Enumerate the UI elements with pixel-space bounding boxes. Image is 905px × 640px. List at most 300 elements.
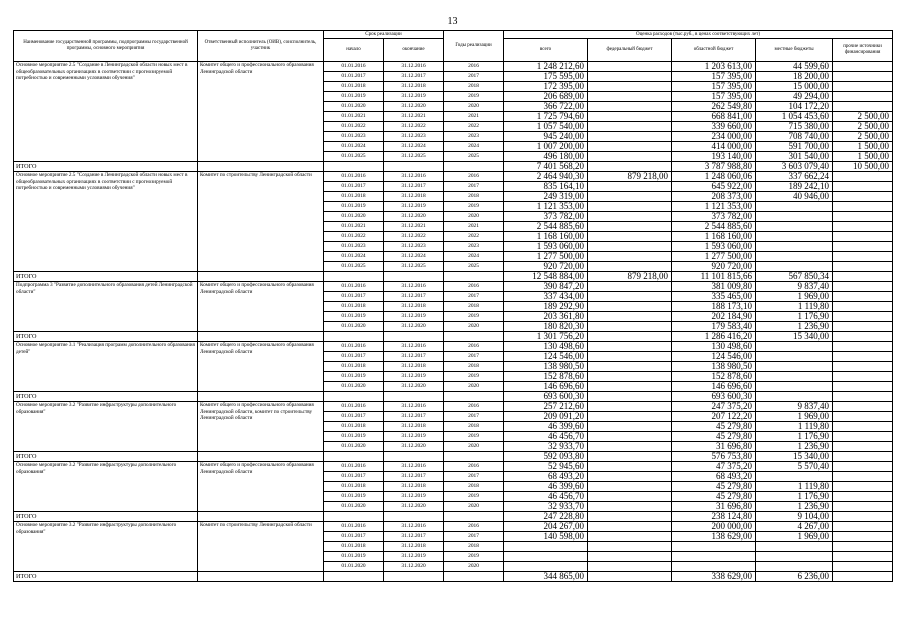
- start-date: 01.01.2020: [324, 442, 384, 452]
- federal-value: [588, 72, 672, 82]
- start-date: 01.01.2020: [324, 562, 384, 572]
- regional-value: 130 498,60: [672, 342, 756, 352]
- start-date: 01.01.2017: [324, 472, 384, 482]
- total-value: 1 121 353,00: [504, 202, 588, 212]
- year: 2021: [444, 112, 504, 122]
- start-date: 01.01.2021: [324, 222, 384, 232]
- total-sum: 592 093,80: [504, 452, 588, 462]
- other-value: [833, 302, 893, 312]
- end-date: 31.12.2016: [384, 522, 444, 532]
- total-value: 204 267,00: [504, 522, 588, 532]
- empty-cell: [444, 452, 504, 462]
- regional-value: 645 922,00: [672, 182, 756, 192]
- start-date: 01.01.2023: [324, 132, 384, 142]
- total-federal: [588, 332, 672, 342]
- start-date: 01.01.2019: [324, 432, 384, 442]
- local-value: [756, 232, 833, 242]
- total-value: 52 945,60: [504, 462, 588, 472]
- total-row: [14, 162, 893, 172]
- year: 2017: [444, 292, 504, 302]
- program-name: Основное мероприятие 3.1 "Реализация программ дополнительного образования детей": [14, 342, 198, 392]
- total-other: [833, 392, 893, 402]
- empty-cell: [198, 332, 324, 342]
- federal-value: [588, 232, 672, 242]
- empty-cell: [198, 272, 324, 282]
- year: 2019: [444, 492, 504, 502]
- start-date: 01.01.2018: [324, 192, 384, 202]
- total-value: 46 399,60: [504, 422, 588, 432]
- other-value: [833, 362, 893, 372]
- total-label: ИТОГО: [14, 392, 198, 402]
- regional-value: 262 549,80: [672, 102, 756, 112]
- total-row: [14, 512, 893, 522]
- federal-value: [588, 502, 672, 512]
- other-value: [833, 432, 893, 442]
- other-value: [833, 212, 893, 222]
- start-date: 01.01.2021: [324, 112, 384, 122]
- year: 2019: [444, 372, 504, 382]
- local-value: 591 700,00: [756, 142, 833, 152]
- regional-value: 335 465,00: [672, 292, 756, 302]
- end-date: 31.12.2020: [384, 502, 444, 512]
- empty-cell: [444, 332, 504, 342]
- local-value: [756, 242, 833, 252]
- total-row: [14, 452, 893, 462]
- other-value: [833, 462, 893, 472]
- responsible-executor: Комитет общего и профессионального образования Ленинградской области: [198, 62, 324, 162]
- total-sum: 12 548 884,00: [504, 272, 588, 282]
- federal-value: [588, 222, 672, 232]
- total-value: 1 593 060,00: [504, 242, 588, 252]
- federal-value: [588, 382, 672, 392]
- start-date: 01.01.2025: [324, 152, 384, 162]
- program-name: Основное мероприятие 3.2 "Развитие инфраструктуры дополнительного образования": [14, 462, 198, 512]
- federal-value: [588, 542, 672, 552]
- federal-value: [588, 302, 672, 312]
- local-value: [756, 262, 833, 272]
- local-value: 44 599,60: [756, 62, 833, 72]
- year: 2016: [444, 282, 504, 292]
- start-date: 01.01.2019: [324, 312, 384, 322]
- start-date: 01.01.2020: [324, 322, 384, 332]
- start-date: 01.01.2022: [324, 122, 384, 132]
- total-value: 140 598,00: [504, 532, 588, 542]
- federal-value: [588, 492, 672, 502]
- other-value: [833, 352, 893, 362]
- end-date: 31.12.2022: [384, 122, 444, 132]
- total-value: 203 361,80: [504, 312, 588, 322]
- table-row: [14, 282, 893, 292]
- other-value: 1 500,00: [833, 142, 893, 152]
- empty-cell: [324, 572, 384, 582]
- other-value: [833, 202, 893, 212]
- empty-cell: [198, 392, 324, 402]
- end-date: 31.12.2017: [384, 352, 444, 362]
- year: 2017: [444, 532, 504, 542]
- empty-cell: [384, 572, 444, 582]
- end-date: 31.12.2017: [384, 292, 444, 302]
- regional-value: 202 184,90: [672, 312, 756, 322]
- total-value: 366 722,00: [504, 102, 588, 112]
- total-value: 249 319,00: [504, 192, 588, 202]
- federal-value: [588, 552, 672, 562]
- empty-cell: [444, 512, 504, 522]
- other-value: [833, 192, 893, 202]
- other-value: [833, 422, 893, 432]
- end-date: 31.12.2019: [384, 202, 444, 212]
- end-date: 31.12.2019: [384, 552, 444, 562]
- end-date: 31.12.2018: [384, 362, 444, 372]
- other-value: 2 500,00: [833, 122, 893, 132]
- other-value: [833, 342, 893, 352]
- end-date: 31.12.2024: [384, 142, 444, 152]
- year: 2016: [444, 522, 504, 532]
- federal-value: [588, 152, 672, 162]
- year: 2017: [444, 72, 504, 82]
- program-name: Подпрограмма 3 "Развитие дополнительного образования детей Ленинградской области": [14, 282, 198, 332]
- start-date: 01.01.2025: [324, 262, 384, 272]
- end-date: 31.12.2019: [384, 492, 444, 502]
- start-date: 01.01.2018: [324, 82, 384, 92]
- end-date: 31.12.2017: [384, 412, 444, 422]
- regional-value: 188 173,10: [672, 302, 756, 312]
- federal-value: [588, 282, 672, 292]
- total-value: 32 933,70: [504, 502, 588, 512]
- federal-value: [588, 322, 672, 332]
- end-date: 31.12.2023: [384, 132, 444, 142]
- total-regional: 1 286 416,20: [672, 332, 756, 342]
- total-value: 1 277 500,00: [504, 252, 588, 262]
- total-row: [14, 572, 893, 582]
- local-value: 5 570,40: [756, 462, 833, 472]
- local-value: 1 236,90: [756, 502, 833, 512]
- empty-cell: [324, 272, 384, 282]
- regional-value: 1 121 353,00: [672, 202, 756, 212]
- start-date: 01.01.2016: [324, 402, 384, 412]
- other-value: [833, 532, 893, 542]
- year: 2019: [444, 92, 504, 102]
- local-value: 708 740,00: [756, 132, 833, 142]
- federal-value: [588, 82, 672, 92]
- year: 2018: [444, 192, 504, 202]
- total-local: [756, 392, 833, 402]
- end-date: 31.12.2019: [384, 432, 444, 442]
- other-value: [833, 182, 893, 192]
- header-regional: областной бюджет: [672, 39, 756, 62]
- end-date: 31.12.2016: [384, 402, 444, 412]
- regional-value: 200 000,00: [672, 522, 756, 532]
- end-date: 31.12.2017: [384, 472, 444, 482]
- year: 2016: [444, 342, 504, 352]
- regional-value: [672, 562, 756, 572]
- federal-value: [588, 62, 672, 72]
- start-date: 01.01.2018: [324, 482, 384, 492]
- regional-value: 179 583,40: [672, 322, 756, 332]
- total-value: 1 057 540,00: [504, 122, 588, 132]
- total-federal: [588, 162, 672, 172]
- other-value: [833, 312, 893, 322]
- other-value: [833, 232, 893, 242]
- empty-cell: [444, 572, 504, 582]
- total-value: 835 164,10: [504, 182, 588, 192]
- total-row: [14, 272, 893, 282]
- regional-value: 920 720,00: [672, 262, 756, 272]
- end-date: 31.12.2020: [384, 442, 444, 452]
- other-value: [833, 442, 893, 452]
- other-value: [833, 492, 893, 502]
- federal-value: [588, 292, 672, 302]
- program-name: Основное мероприятие 3.2 "Развитие инфраструктуры дополнительного образования": [14, 402, 198, 452]
- total-value: 920 720,00: [504, 262, 588, 272]
- year: 2017: [444, 352, 504, 362]
- regional-value: 1 203 613,00: [672, 62, 756, 72]
- total-value: 1 168 160,00: [504, 232, 588, 242]
- other-value: [833, 222, 893, 232]
- other-value: [833, 412, 893, 422]
- end-date: 31.12.2020: [384, 562, 444, 572]
- regional-value: 31 696,80: [672, 502, 756, 512]
- total-value: 1 248 212,60: [504, 62, 588, 72]
- total-local: 15 340,00: [756, 452, 833, 462]
- end-date: 31.12.2025: [384, 262, 444, 272]
- year: 2020: [444, 102, 504, 112]
- start-date: 01.01.2017: [324, 532, 384, 542]
- local-value: [756, 552, 833, 562]
- federal-value: [588, 102, 672, 112]
- local-value: 715 380,00: [756, 122, 833, 132]
- regional-value: 47 375,20: [672, 462, 756, 472]
- regional-value: 1 593 060,00: [672, 242, 756, 252]
- federal-value: [588, 132, 672, 142]
- regional-value: 1 168 160,00: [672, 232, 756, 242]
- local-value: 1 236,90: [756, 322, 833, 332]
- year: 2024: [444, 252, 504, 262]
- empty-cell: [384, 392, 444, 402]
- end-date: 31.12.2017: [384, 182, 444, 192]
- end-date: 31.12.2016: [384, 462, 444, 472]
- local-value: [756, 472, 833, 482]
- total-value: 2 544 885,60: [504, 222, 588, 232]
- regional-value: 668 841,00: [672, 112, 756, 122]
- header-local: местные бюджеты: [756, 39, 833, 62]
- total-sum: 1 301 756,20: [504, 332, 588, 342]
- end-date: 31.12.2016: [384, 342, 444, 352]
- year: 2018: [444, 542, 504, 552]
- end-date: 31.12.2018: [384, 542, 444, 552]
- total-value: 146 696,60: [504, 382, 588, 392]
- year: 2018: [444, 422, 504, 432]
- end-date: 31.12.2025: [384, 152, 444, 162]
- local-value: [756, 342, 833, 352]
- total-local: 6 236,00: [756, 572, 833, 582]
- total-regional: 3 787 988,80: [672, 162, 756, 172]
- start-date: 01.01.2019: [324, 92, 384, 102]
- total-local: 3 603 079,40: [756, 162, 833, 172]
- end-date: 31.12.2024: [384, 252, 444, 262]
- program-name: Основное мероприятие 3.2 "Развитие инфраструктуры дополнительного образования": [14, 522, 198, 572]
- other-value: [833, 402, 893, 412]
- year: 2025: [444, 262, 504, 272]
- regional-value: 146 696,60: [672, 382, 756, 392]
- header-period: Срок реализации: [324, 31, 444, 39]
- other-value: [833, 282, 893, 292]
- other-value: [833, 242, 893, 252]
- other-value: [833, 322, 893, 332]
- table-row: [14, 402, 893, 412]
- year: 2020: [444, 212, 504, 222]
- empty-cell: [384, 272, 444, 282]
- other-value: [833, 92, 893, 102]
- year: 2020: [444, 322, 504, 332]
- regional-value: 68 493,20: [672, 472, 756, 482]
- regional-value: 193 140,00: [672, 152, 756, 162]
- other-value: [833, 382, 893, 392]
- federal-value: [588, 112, 672, 122]
- start-date: 01.01.2020: [324, 382, 384, 392]
- regional-value: 414 000,00: [672, 142, 756, 152]
- start-date: 01.01.2023: [324, 242, 384, 252]
- total-regional: 338 629,00: [672, 572, 756, 582]
- other-value: [833, 372, 893, 382]
- total-value: 172 395,00: [504, 82, 588, 92]
- start-date: 01.01.2017: [324, 72, 384, 82]
- empty-cell: [444, 162, 504, 172]
- end-date: 31.12.2021: [384, 112, 444, 122]
- year: 2016: [444, 62, 504, 72]
- empty-cell: [198, 452, 324, 462]
- local-value: 1 969,00: [756, 412, 833, 422]
- header-end: окончание: [384, 39, 444, 62]
- total-label: ИТОГО: [14, 162, 198, 172]
- year: 2022: [444, 232, 504, 242]
- regional-value: 234 000,00: [672, 132, 756, 142]
- federal-value: [588, 402, 672, 412]
- total-federal: [588, 572, 672, 582]
- year: 2019: [444, 552, 504, 562]
- local-value: 15 000,00: [756, 82, 833, 92]
- table-row: [14, 522, 893, 532]
- total-value: [504, 562, 588, 572]
- federal-value: [588, 122, 672, 132]
- year: 2018: [444, 82, 504, 92]
- other-value: [833, 562, 893, 572]
- other-value: [833, 72, 893, 82]
- local-value: 1 119,80: [756, 302, 833, 312]
- end-date: 31.12.2021: [384, 222, 444, 232]
- end-date: 31.12.2016: [384, 172, 444, 182]
- start-date: 01.01.2020: [324, 102, 384, 112]
- total-value: 209 091,20: [504, 412, 588, 422]
- responsible-executor: Комитет общего и профессионального образования Ленинградской области: [198, 342, 324, 392]
- year: 2016: [444, 462, 504, 472]
- year: 2022: [444, 122, 504, 132]
- regional-value: 138 980,50: [672, 362, 756, 372]
- regional-value: 381 009,80: [672, 282, 756, 292]
- end-date: 31.12.2020: [384, 102, 444, 112]
- empty-cell: [198, 512, 324, 522]
- start-date: 01.01.2016: [324, 62, 384, 72]
- regional-value: 207 122,20: [672, 412, 756, 422]
- local-value: 1 236,90: [756, 442, 833, 452]
- total-other: [833, 452, 893, 462]
- total-sum: 247 228,80: [504, 512, 588, 522]
- start-date: 01.01.2016: [324, 342, 384, 352]
- total-value: 175 595,00: [504, 72, 588, 82]
- federal-value: [588, 422, 672, 432]
- total-value: 189 292,90: [504, 302, 588, 312]
- regional-value: 339 660,00: [672, 122, 756, 132]
- regional-value: 373 782,00: [672, 212, 756, 222]
- other-value: [833, 252, 893, 262]
- other-value: 1 500,00: [833, 152, 893, 162]
- end-date: 31.12.2020: [384, 382, 444, 392]
- other-value: [833, 502, 893, 512]
- year: 2020: [444, 382, 504, 392]
- year: 2020: [444, 442, 504, 452]
- federal-value: [588, 362, 672, 372]
- start-date: 01.01.2019: [324, 492, 384, 502]
- end-date: 31.12.2019: [384, 312, 444, 322]
- total-federal: [588, 392, 672, 402]
- table-row: [14, 172, 893, 182]
- responsible-executor: Комитет по строительству Ленинградской области: [198, 172, 324, 272]
- start-date: 01.01.2016: [324, 462, 384, 472]
- regional-value: 1 248 060,06: [672, 172, 756, 182]
- year: 2017: [444, 412, 504, 422]
- empty-cell: [384, 512, 444, 522]
- local-value: 18 200,00: [756, 72, 833, 82]
- federal-value: [588, 412, 672, 422]
- year: 2019: [444, 312, 504, 322]
- other-value: [833, 262, 893, 272]
- header-program: Наименование государственной программы, подпрограммы государственной программы, основного мероприятия: [14, 31, 198, 62]
- local-value: [756, 382, 833, 392]
- header-other: прочие источники финансирования: [833, 39, 893, 62]
- local-value: 4 267,00: [756, 522, 833, 532]
- start-date: 01.01.2020: [324, 502, 384, 512]
- local-value: 301 540,00: [756, 152, 833, 162]
- total-value: 130 498,60: [504, 342, 588, 352]
- header-years: Годы реализации: [444, 31, 504, 62]
- year: 2024: [444, 142, 504, 152]
- other-value: [833, 542, 893, 552]
- federal-value: [588, 352, 672, 362]
- end-date: 31.12.2018: [384, 482, 444, 492]
- year: 2020: [444, 502, 504, 512]
- start-date: 01.01.2016: [324, 522, 384, 532]
- empty-cell: [324, 392, 384, 402]
- local-value: [756, 562, 833, 572]
- total-value: 138 980,50: [504, 362, 588, 372]
- page-number: 13: [447, 16, 458, 27]
- program-name: Основное мероприятие 2.5 "Создание в Ленинградской области новых мест в общеобразовательных организациях в соответствии с прогнозируемой потребностью и современными условиями обучения": [14, 172, 198, 272]
- year: 2020: [444, 562, 504, 572]
- total-value: [504, 552, 588, 562]
- total-regional: 693 600,30: [672, 392, 756, 402]
- total-row: [14, 332, 893, 342]
- header-total: всего: [504, 39, 588, 62]
- end-date: 31.12.2019: [384, 92, 444, 102]
- regional-value: 31 696,80: [672, 442, 756, 452]
- local-value: 40 946,00: [756, 192, 833, 202]
- start-date: 01.01.2017: [324, 352, 384, 362]
- total-federal: [588, 452, 672, 462]
- federal-value: [588, 252, 672, 262]
- total-value: [504, 542, 588, 552]
- local-value: [756, 212, 833, 222]
- start-date: 01.01.2018: [324, 422, 384, 432]
- total-label: ИТОГО: [14, 332, 198, 342]
